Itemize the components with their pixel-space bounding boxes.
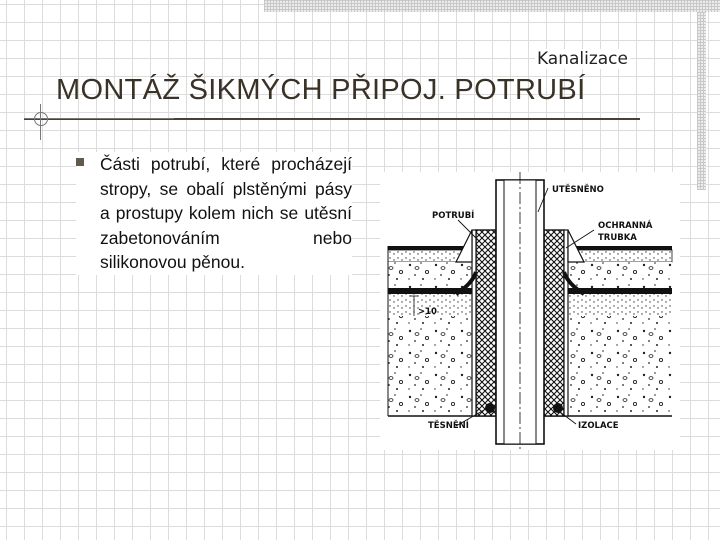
square-bullet-icon	[76, 158, 84, 166]
slide-title: MONTÁŽ ŠIKMÝCH PŘIPOJ. POTRUBÍ	[56, 74, 586, 106]
label-utesneno: UTĚSNĚNO	[552, 185, 604, 195]
label-trubka: TRUBKA	[598, 233, 637, 243]
bullet-item	[76, 152, 352, 275]
label-ochranna: OCHRANNÁ	[598, 221, 653, 231]
dimension-label: >10	[418, 307, 437, 317]
label-tesneni: TĚSNĚNÍ	[428, 421, 469, 431]
title-rule-circle	[34, 112, 48, 126]
section-label: Kanalizace	[536, 49, 628, 69]
label-potrubi: POTRUBÍ	[432, 211, 475, 221]
label-izolace: IZOLACE	[578, 421, 619, 431]
pipe-penetration-diagram	[380, 172, 680, 450]
decor-top-bar	[264, 0, 720, 12]
seal-ring-right	[553, 403, 563, 413]
pipe	[496, 172, 544, 450]
seal-ring-left	[485, 403, 495, 413]
bullet-text: Části potrubí, které procházejí stropy, se obalí plstěnými pásy a prostupy kolem nich se utěsní zabetonováním nebo silikonovou pěnou.	[100, 154, 352, 272]
decor-right-bar	[697, 12, 706, 190]
